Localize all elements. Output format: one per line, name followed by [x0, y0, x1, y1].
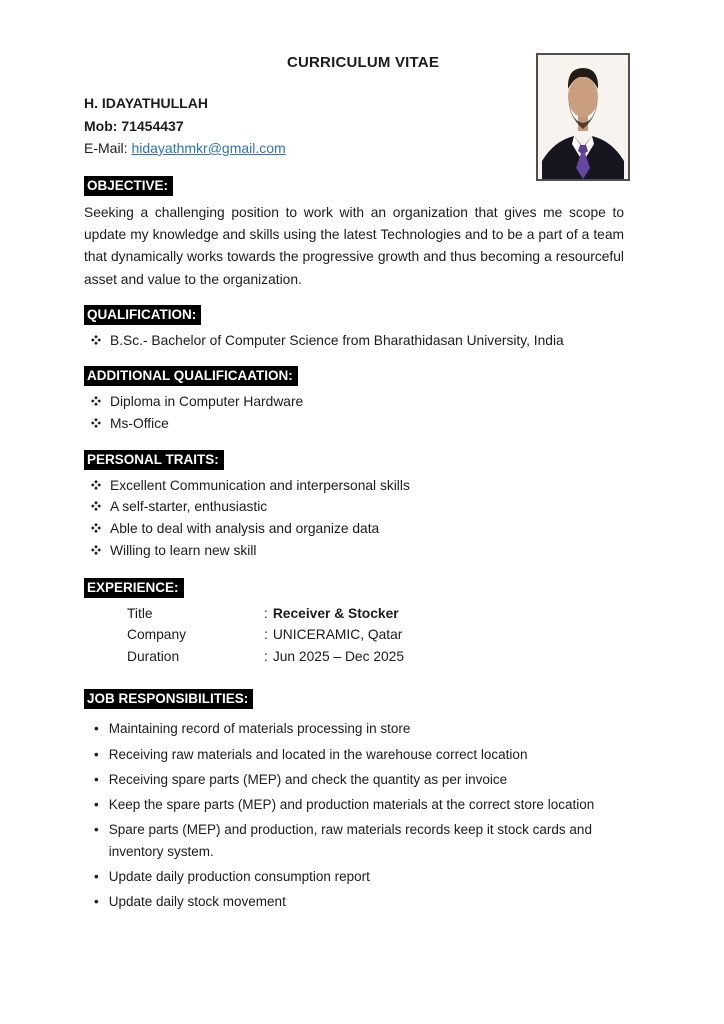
- list-item: [91, 475, 642, 497]
- list-item: [94, 891, 660, 912]
- candidate-name: H. IDAYATHULLAH: [84, 95, 208, 111]
- list-item-text: Able to deal with analysis and organize data: [110, 521, 380, 537]
- list-item-text: Receiving raw materials and located in the warehouse correct location: [108, 746, 528, 762]
- round-bullet-glyph: •: [94, 746, 99, 762]
- diamond-bullet-icon: [91, 523, 101, 533]
- list-item-text: Spare parts (MEP) and production, raw materials records keep it stock cards and inventory system.: [108, 822, 592, 859]
- section-heading-job-responsibilities: JOB RESPONSIBILITIES:: [84, 689, 253, 709]
- experience-field-label: Company: [127, 627, 187, 643]
- round-bullet-glyph: •: [94, 797, 99, 813]
- qualification-list: [84, 330, 642, 352]
- page-title: CURRICULUM VITAE: [286, 54, 440, 71]
- list-item: [91, 413, 642, 435]
- section-heading-qualification: QUALIFICATION:: [84, 305, 201, 325]
- section-objective: [84, 176, 642, 292]
- diamond-bullet-icon: [91, 418, 101, 428]
- list-item-text: B.Sc.- Bachelor of Computer Science from Bharathidasan University, India: [110, 333, 564, 349]
- section-heading-experience: EXPERIENCE:: [84, 578, 184, 598]
- experience-row: [84, 624, 642, 646]
- job-responsibilities-list: [84, 718, 660, 912]
- list-item: [94, 718, 660, 739]
- list-item-text: Keep the spare parts (MEP) and production materials at the correct store location: [108, 797, 595, 813]
- diamond-bullet-icon: [91, 480, 101, 490]
- round-bullet-glyph: •: [94, 771, 99, 787]
- diamond-bullet-icon: [91, 335, 101, 345]
- experience-row: [84, 646, 642, 668]
- experience-field-label: Duration: [127, 648, 180, 664]
- section-qualification: [84, 305, 642, 352]
- candidate-photo-icon: [536, 53, 630, 181]
- section-job-responsibilities: [84, 689, 642, 912]
- diamond-bullet-icon: [91, 545, 101, 555]
- list-item-text: Update daily stock movement: [108, 894, 286, 910]
- email-link[interactable]: hidayathmkr@gmail.com: [131, 140, 286, 156]
- list-item-text: A self-starter, enthusiastic: [110, 499, 268, 515]
- diamond-bullet-icon: [91, 501, 101, 511]
- list-item: [94, 819, 660, 862]
- section-experience: [84, 578, 642, 668]
- list-item-text: Update daily production consumption report: [108, 868, 370, 884]
- experience-details: [84, 603, 642, 668]
- list-item-text: Diploma in Computer Hardware: [110, 393, 304, 409]
- section-additional-qualification: [84, 366, 642, 435]
- mobile-number: 71454437: [121, 117, 184, 134]
- list-item: [91, 391, 642, 413]
- list-item-text: Willing to learn new skill: [110, 542, 257, 558]
- experience-field-label: Title: [127, 605, 153, 621]
- section-personal-traits: [84, 450, 642, 562]
- experience-row: [84, 603, 642, 625]
- section-heading-objective: OBJECTIVE:: [84, 176, 173, 196]
- field-separator: :: [264, 648, 268, 664]
- section-heading-personal-traits: PERSONAL TRAITS:: [84, 450, 224, 470]
- list-item-text: Ms-Office: [110, 415, 169, 431]
- list-item: [91, 496, 642, 518]
- section-heading-additional-qualification: ADDITIONAL QUALIFICAATION:: [84, 366, 298, 386]
- list-item: [91, 330, 642, 352]
- list-item-text: Excellent Communication and interpersonal skills: [110, 477, 410, 493]
- field-separator: :: [264, 605, 268, 621]
- list-item: [94, 769, 660, 790]
- list-item: [94, 794, 660, 815]
- round-bullet-glyph: •: [94, 894, 99, 910]
- list-item-text: Receiving spare parts (MEP) and check the quantity as per invoice: [108, 771, 508, 787]
- experience-field-value: UNICERAMIC, Qatar: [272, 627, 403, 643]
- objective-text: Seeking a challenging position to work with an organization that gives me scope to update my knowledge and skills using the latest Technologies and to be a part of a team that dynamically works towards the progressive growth and thus becoming a resourceful asset and value to the organization.: [84, 204, 624, 287]
- experience-field-value: Jun 2025 – Dec 2025: [272, 648, 405, 664]
- round-bullet-glyph: •: [94, 868, 99, 884]
- field-separator: :: [264, 627, 268, 643]
- list-item: [91, 540, 642, 562]
- diamond-bullet-icon: [91, 396, 101, 406]
- list-item: [94, 744, 660, 765]
- experience-field-value: Receiver & Stocker: [272, 605, 399, 621]
- round-bullet-glyph: •: [94, 721, 99, 737]
- email-label: E-Mail:: [84, 140, 128, 156]
- personal-traits-list: [84, 475, 642, 562]
- round-bullet-glyph: •: [94, 822, 99, 838]
- additional-qualification-list: [84, 391, 642, 435]
- list-item-text: Maintaining record of materials processing in store: [108, 721, 411, 737]
- list-item: [94, 866, 660, 887]
- mobile-label: Mob:: [84, 117, 118, 134]
- list-item: [91, 518, 642, 540]
